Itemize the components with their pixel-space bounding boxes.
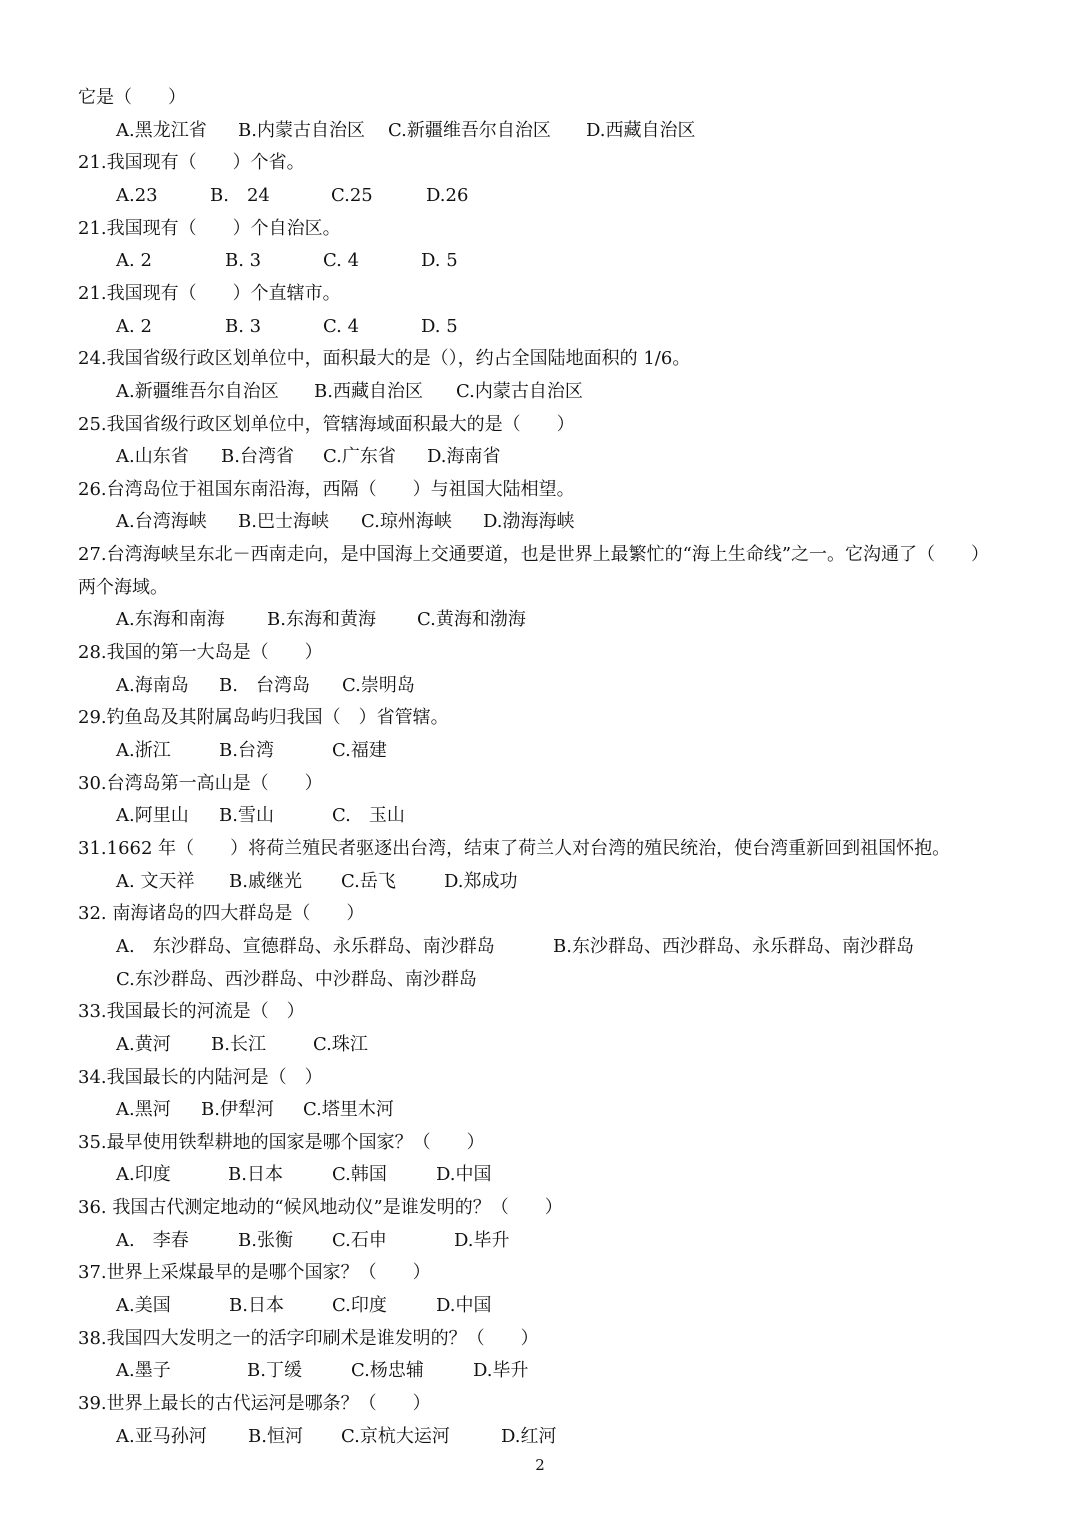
answer-option: D.海南省 [427, 446, 501, 468]
answer-option: A. 东沙群岛、宣德群岛、永乐群岛、南沙群岛 [116, 935, 495, 957]
answer-option: A.山东省 [116, 446, 189, 468]
options-line [0, 669, 1080, 702]
options-line [0, 1420, 1080, 1453]
answer-option: A. 2 [116, 250, 152, 272]
question-line: 两个海域。 [78, 576, 168, 598]
question-line: 25.我国省级行政区划单位中，管辖海域面积最大的是（ ） [78, 413, 575, 435]
answer-option: A.浙江 [116, 740, 171, 761]
question-line: 它是（ ） [78, 87, 186, 108]
question-line: 36. 我国古代测定地动的“候风地动仪”是谁发明的？（ ） [78, 1197, 563, 1219]
answer-option: A.23 [116, 184, 158, 206]
answer-option: B.雪山 [219, 805, 274, 827]
question-line: 27.台湾海峡呈东北－西南走向，是中国海上交通要道，也是世界上最繁忙的“海上生命线”之一。它沟通了（ ） [78, 544, 990, 566]
answer-option: B.东沙群岛、西沙群岛、永乐群岛、南沙群岛 [553, 935, 914, 957]
answer-option: D.渤海海峡 [483, 511, 575, 533]
answer-option: A.美国 [116, 1295, 171, 1317]
question-line: 38.我国四大发明之一的活字印刷术是谁发明的？（ ） [78, 1327, 539, 1349]
answer-option: C.珠江 [313, 1033, 368, 1055]
answer-option: B.台湾省 [221, 446, 294, 468]
answer-option: A.东海和南海 [116, 609, 225, 631]
answer-option: A. 2 [116, 315, 152, 337]
options-line [0, 930, 1080, 963]
page-number: 2 [535, 1456, 545, 1474]
answer-option: C.东沙群岛、西沙群岛、中沙群岛、南沙群岛 [116, 968, 477, 990]
answer-option: D.郑成功 [444, 870, 518, 892]
options-line [0, 734, 1080, 767]
question-line: 37.世界上采煤最早的是哪个国家？（ ） [78, 1262, 431, 1284]
answer-option: B.内蒙古自治区 [238, 119, 365, 141]
answer-option: A.黄河 [116, 1033, 171, 1055]
answer-option: C.杨忠辅 [351, 1360, 424, 1382]
answer-option: A.阿里山 [116, 805, 189, 827]
answer-option: D.中国 [436, 1295, 492, 1317]
options-line [0, 244, 1080, 277]
answer-option: A.海南岛 [116, 674, 189, 696]
answer-option: B.戚继光 [229, 870, 302, 892]
answer-option: C. 4 [323, 315, 360, 337]
question-line: 35.最早使用铁犁耕地的国家是哪个国家？（ ） [78, 1131, 485, 1153]
answer-option: B.日本 [229, 1295, 284, 1317]
answer-option: B. 3 [225, 250, 262, 272]
answer-option: C. 4 [323, 250, 360, 272]
question-line: 30.台湾岛第一高山是（ ） [78, 772, 323, 794]
options-line [0, 865, 1080, 898]
answer-option: C.琼州海峡 [361, 511, 452, 533]
answer-option: C.崇明岛 [342, 674, 415, 696]
answer-option: D.红河 [501, 1425, 557, 1447]
answer-option: C.印度 [332, 1295, 387, 1317]
question-line: 21.我国现有（ ）个直辖市。 [78, 282, 341, 304]
answer-option: C.塔里木河 [303, 1099, 394, 1121]
question-line: 21.我国现有（ ）个省。 [78, 152, 305, 174]
question-line: 32. 南海诸岛的四大群岛是（ ） [78, 903, 365, 925]
answer-option: C.黄海和渤海 [417, 609, 526, 631]
answer-option: A.台湾海峡 [116, 511, 207, 533]
question-line: 29.钓鱼岛及其附属岛屿归我国（ ）省管辖。 [78, 707, 449, 729]
answer-option: B.伊犁河 [201, 1099, 274, 1121]
answer-option: A.黑河 [116, 1099, 171, 1121]
answer-option: C.韩国 [332, 1164, 387, 1186]
answer-option: A. 李春 [116, 1229, 189, 1251]
answer-option: D. 5 [421, 250, 458, 272]
answer-option: B.日本 [228, 1164, 283, 1186]
answer-option: C.新疆维吾尔自治区 [388, 119, 551, 141]
answer-option: B. 3 [225, 315, 262, 337]
answer-option: B.西藏自治区 [314, 380, 423, 402]
question-line: 34.我国最长的内陆河是（ ） [78, 1066, 323, 1088]
answer-option: C. 玉山 [332, 805, 405, 827]
answer-option: B.东海和黄海 [267, 609, 376, 631]
question-line: 31.1662 年（ ）将荷兰殖民者驱逐出台湾，结束了荷兰人对台湾的殖民统治，使台湾重新回到祖国怀抱。 [78, 837, 951, 859]
options-line [0, 440, 1080, 473]
answer-option: D.中国 [436, 1164, 492, 1186]
options-line [0, 603, 1080, 636]
answer-option: A.墨子 [116, 1360, 171, 1382]
options-line [0, 1224, 1080, 1257]
options-line [0, 1158, 1080, 1191]
answer-option: B.张衡 [238, 1229, 293, 1251]
question-line: 39.世界上最长的古代运河是哪条？（ ） [78, 1393, 431, 1414]
options-line [0, 310, 1080, 343]
answer-option: C.福建 [332, 740, 387, 761]
answer-option: B.长江 [211, 1033, 266, 1055]
answer-option: B.恒河 [248, 1425, 303, 1447]
answer-option: D.26 [426, 184, 469, 206]
answer-option: A.新疆维吾尔自治区 [116, 380, 279, 402]
options-line [0, 114, 1080, 147]
options-line [0, 505, 1080, 538]
answer-option: C.内蒙古自治区 [456, 380, 583, 402]
options-line [0, 1289, 1080, 1322]
answer-option: A.亚马孙河 [116, 1425, 207, 1447]
options-line [0, 179, 1080, 212]
answer-option: D.西藏自治区 [586, 119, 696, 141]
options-line [0, 1354, 1080, 1387]
question-line: 24.我国省级行政区划单位中，面积最大的是（），约占全国陆地面积的 1/6。 [78, 348, 691, 370]
options-line [0, 963, 1080, 996]
answer-option: C.广东省 [323, 446, 396, 468]
answer-option: B.巴士海峡 [238, 511, 329, 533]
answer-option: D. 5 [421, 315, 458, 337]
answer-option: B.台湾 [219, 740, 274, 761]
options-line [0, 1093, 1080, 1126]
answer-option: C.岳飞 [341, 870, 396, 892]
answer-option: A. 文天祥 [116, 870, 195, 892]
answer-option: B. 台湾岛 [219, 674, 310, 696]
answer-option: B. 24 [210, 184, 270, 206]
answer-option: C.25 [331, 184, 373, 206]
answer-option: B.丁缓 [247, 1360, 302, 1382]
answer-option: A.印度 [116, 1164, 171, 1186]
answer-option: C.石申 [332, 1229, 387, 1251]
answer-option: D.毕升 [454, 1229, 510, 1251]
question-line: 26.台湾岛位于祖国东南沿海，西隔（ ）与祖国大陆相望。 [78, 478, 575, 500]
options-line [0, 1028, 1080, 1061]
question-line: 33.我国最长的河流是（ ） [78, 1001, 305, 1023]
options-line [0, 799, 1080, 832]
answer-option: C.京杭大运河 [341, 1425, 450, 1447]
options-line [0, 375, 1080, 408]
question-line: 28.我国的第一大岛是（ ） [78, 642, 323, 664]
question-line: 21.我国现有（ ）个自治区。 [78, 217, 341, 239]
answer-option: A.黑龙江省 [116, 119, 207, 141]
answer-option: D.毕升 [473, 1360, 529, 1382]
